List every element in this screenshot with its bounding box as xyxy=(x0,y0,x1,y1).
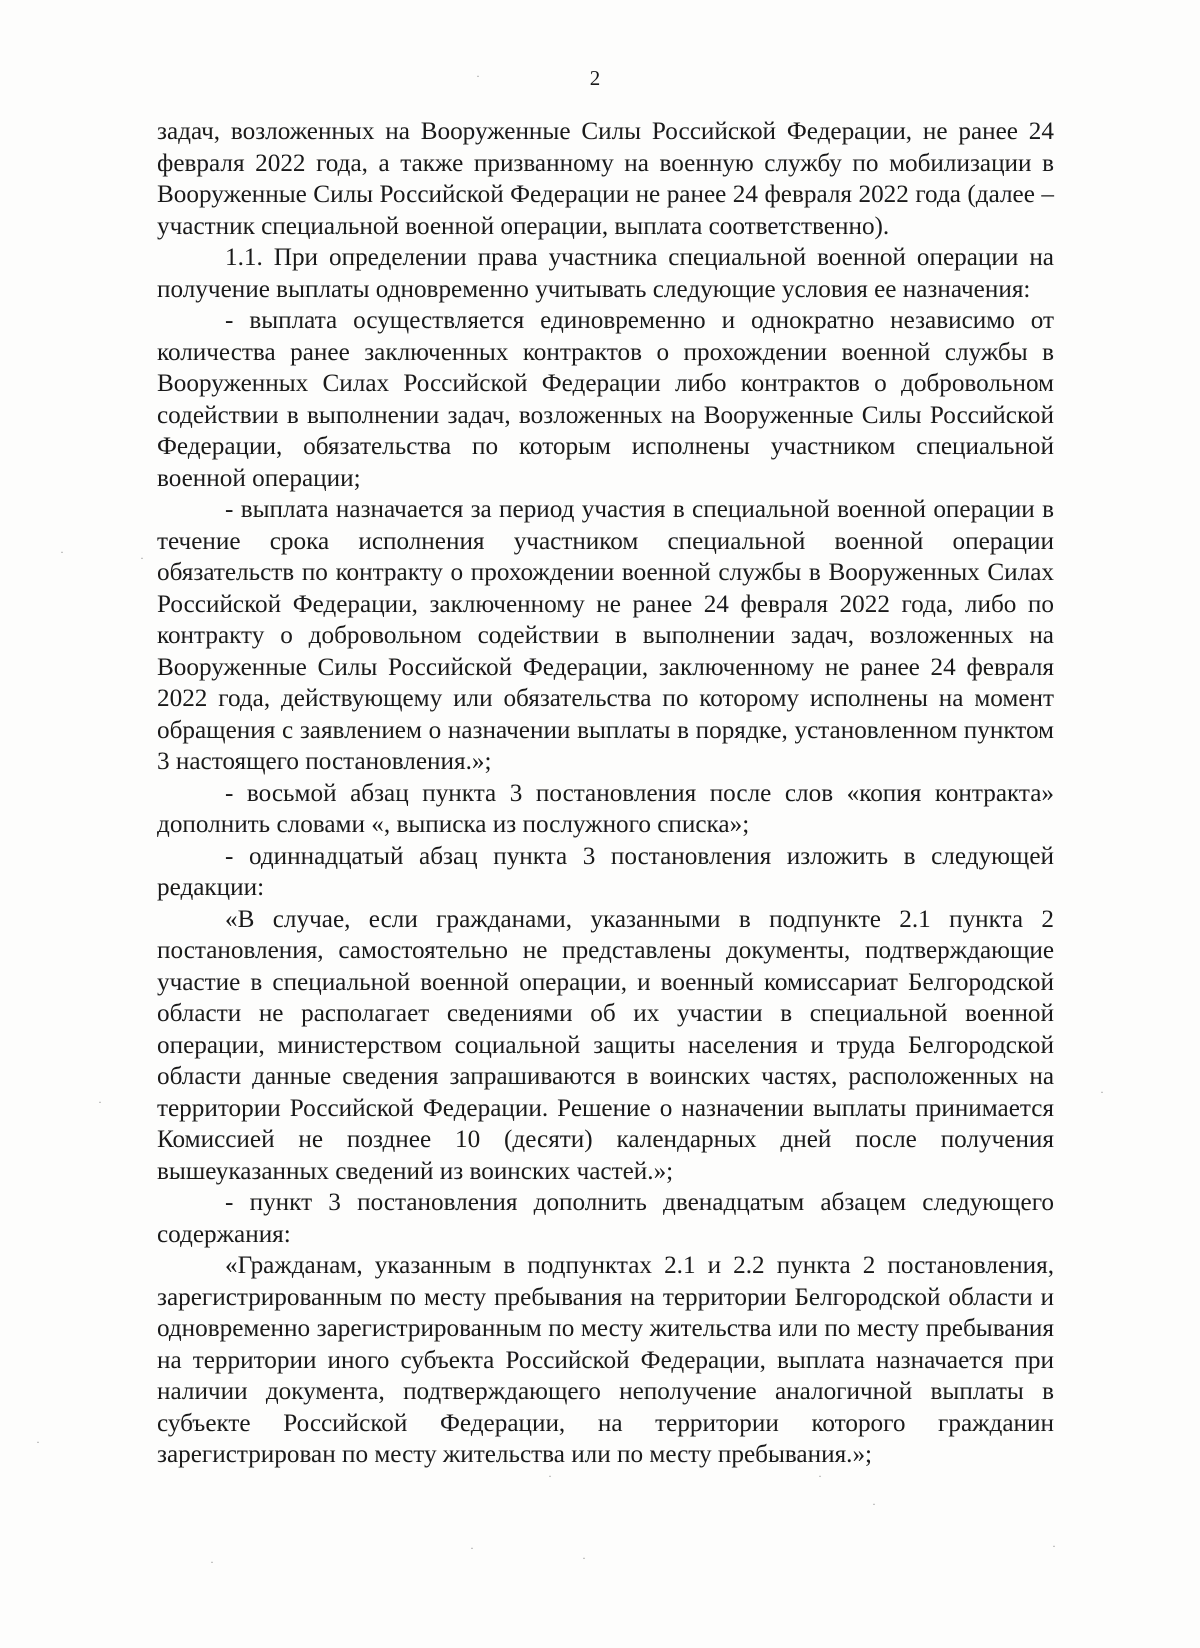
scan-speck: · xyxy=(476,69,480,83)
scan-speck: · xyxy=(548,1469,552,1483)
paragraph-twelfth-text: «Гражданам, указанным в подпунктах 2.1 и 2.2 пункта 2 постановления, зарегистрированным по месту пребывания на территории Белгородской области и одновременно зарегистрированным по месту жительства или по месту пребывания на территории иного субъекта Российской Федерации, выплата назначается при наличии документа, подтверждающего неполучение аналогичной выплаты в субъекте Российской Федерации, на территории которого гражданин зарегистрирован по месту жительства или по месту пребывания.»; xyxy=(157,1252,1054,1468)
scan-speck: · xyxy=(210,1555,214,1569)
paragraph-clause-1-1: 1.1. При определении права участника специальной военной операции на получение выплаты одновременно учитывать следующие условия ее назначения: xyxy=(157,244,1054,303)
scan-speck: · xyxy=(872,1497,876,1511)
paragraph-continuation: задач, возложенных на Вооруженные Силы Российской Федерации, не ранее 24 февраля 2022 года, а также призванному на военную службу по мобилизации в Вооруженные Силы Российской Федерации не ранее 24 февраля 2022 года (далее – участник специальной военной операции, выплата соответственно). xyxy=(157,118,1054,240)
paragraph-condition-period: - выплата назначается за период участия в специальной военной операции в течение срока исполнения участником специальной военной операции обязательств по контракту о прохождении военной службы в Вооруженных Силах Российской Федерации, заключенному не ранее 24 февраля 2022 года, либо по контракту о добровольном содействии в выполнении задач, возложенных на Вооруженные Силы Российской Федерации, заключенному не ранее 24 февраля 2022 года, действующему или обязательства по которому исполнены на момент обращения с заявлением о назначении выплаты в порядке, установленном пунктом 3 настоящего постановления.»; xyxy=(157,496,1054,775)
scan-speck: · xyxy=(818,1469,822,1483)
paragraph-condition-one-time: - выплата осуществляется единовременно и однократно независимо от количества ранее заключенных контрактов о прохождении военной службы в Вооруженных Силах Российской Федерации либо контрактов о добровольном содействии в выполнении задач, возложенных на Вооруженные Силы Российской Федерации, обязательства по которым исполнены участником специальной военной операции; xyxy=(157,307,1054,492)
scan-speck: · xyxy=(1052,1539,1056,1553)
scan-speck: · xyxy=(36,1435,40,1449)
document-body xyxy=(157,116,1054,1471)
scan-speck: · xyxy=(60,545,64,559)
scan-speck: · xyxy=(470,1541,474,1555)
paragraph-eighth-abzac: - восьмой абзац пункта 3 постановления после слов «копия контракта» дополнить словами «, выписка из послужного списка»; xyxy=(157,779,1054,838)
scan-speck: · xyxy=(140,551,144,565)
paragraph-twelfth-abzac: - пункт 3 постановления дополнить двенадцатым абзацем следующего содержания: xyxy=(157,1189,1054,1248)
scan-speck: · xyxy=(1100,1085,1104,1099)
paragraph-eleventh-text: «В случае, если гражданами, указанными в подпункте 2.1 пункта 2 постановления, самостоятельно не представлены документы, подтверждающие участие в специальной военной операции, и военный комиссариат Белгородской области не располагает сведениями об их участии в специальной военной операции, министерством социальной защиты населения и труда Белгородской области данные сведения запрашиваются в воинских частях, расположенных на территории Российской Федерации. Решение о назначении выплаты принимается Комиссией не позднее 10 (десяти) календарных дней после получения вышеуказанных сведений из воинских частей.»; xyxy=(157,905,1054,1185)
scan-speck: · xyxy=(582,1551,586,1565)
scan-speck: · xyxy=(98,1095,102,1109)
paragraph-eleventh-abzac: - одиннадцатый абзац пункта 3 постановления изложить в следующей редакции: xyxy=(157,842,1054,901)
page-number: 2 xyxy=(589,66,601,90)
